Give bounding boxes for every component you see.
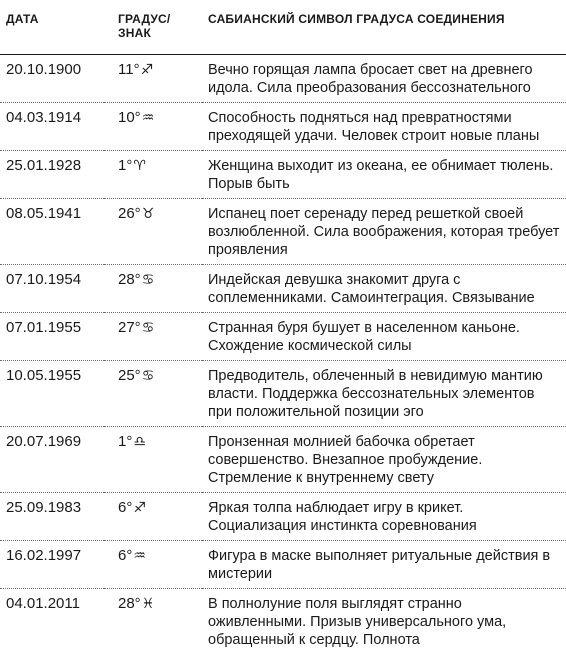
table-row (0, 151, 566, 199)
table-row (0, 199, 566, 265)
header-symbol: САБИАНСКИЙ СИМВОЛ ГРАДУСА СОЕДИНЕНИЯ (202, 8, 566, 55)
degree-sign-cell (104, 151, 202, 199)
degree-value: 26° (118, 205, 141, 222)
header-row (0, 8, 566, 55)
degree-sign-cell (104, 55, 202, 103)
cancer-icon: ♋ (142, 368, 155, 384)
date-cell: 04.03.1914 (0, 103, 104, 151)
degree-value: 25° (118, 367, 141, 384)
table-row (0, 265, 566, 313)
degree-sign-cell (104, 427, 202, 493)
table-row (0, 589, 566, 654)
symbol-cell: Пронзенная молнией бабочка обретает совершенство. Внезапное пробуждение. Стремление к внутреннему свету (202, 427, 566, 493)
table-header (0, 8, 566, 55)
table-row (0, 55, 566, 103)
table-row (0, 361, 566, 427)
symbol-cell: Испанец поет серенаду перед решеткой своей возлюбленной. Сила воображения, которая требует проявления (202, 199, 566, 265)
degree-value: 1° (118, 433, 132, 450)
date-cell: 08.05.1941 (0, 199, 104, 265)
date-cell: 10.05.1955 (0, 361, 104, 427)
symbol-cell: Фигура в маске выполняет ритуальные действия в мистерии (202, 541, 566, 589)
libra-icon: ♎ (133, 434, 146, 450)
degree-sign-cell (104, 103, 202, 151)
degree-value: 28° (118, 595, 141, 612)
degree-value: 10° (118, 109, 141, 126)
degree-value: 1° (118, 157, 132, 174)
sabian-symbols-table (0, 8, 566, 654)
cancer-icon: ♋ (142, 320, 155, 336)
degree-value: 28° (118, 271, 141, 288)
table-body (0, 55, 566, 654)
degree-value: 6° (118, 499, 132, 516)
table-row (0, 103, 566, 151)
degree-sign-cell (104, 493, 202, 541)
degree-value: 11° (118, 61, 140, 78)
table-row (0, 313, 566, 361)
aquarius-icon: ♒ (142, 110, 155, 126)
header-degree-sign: ГРАДУС/ЗНАК (104, 8, 202, 55)
taurus-icon: ♉ (142, 206, 155, 222)
symbol-cell: Женщина выходит из океана, ее обнимает тюлень. Порыв быть (202, 151, 566, 199)
date-cell: 20.07.1969 (0, 427, 104, 493)
symbol-cell: Яркая толпа наблюдает игру в крикет. Социализация инстинкта соревнования (202, 493, 566, 541)
degree-sign-cell (104, 541, 202, 589)
symbol-cell: Способность подняться над превратностями преходящей удачи. Человек строит новые планы (202, 103, 566, 151)
table-row (0, 427, 566, 493)
date-cell: 04.01.2011 (0, 589, 104, 654)
date-cell: 07.01.1955 (0, 313, 104, 361)
cancer-icon: ♋ (142, 272, 155, 288)
degree-sign-cell (104, 199, 202, 265)
sagittarius-icon: ♐ (133, 500, 146, 516)
date-cell: 25.09.1983 (0, 493, 104, 541)
aquarius-icon: ♒ (133, 548, 146, 564)
table-row (0, 541, 566, 589)
symbol-cell: Вечно горящая лампа бросает свет на древнего идола. Сила преобразования бессознательного (202, 55, 566, 103)
date-cell: 16.02.1997 (0, 541, 104, 589)
degree-sign-cell (104, 589, 202, 654)
degree-sign-cell (104, 361, 202, 427)
sagittarius-icon: ♐ (141, 62, 154, 78)
degree-value: 27° (118, 319, 141, 336)
date-cell: 07.10.1954 (0, 265, 104, 313)
symbol-cell: В полнолуние поля выглядят странно оживленными. Призыв универсального ума, обращенный к сердцу. Полнота (202, 589, 566, 654)
header-date: ДАТА (0, 8, 104, 55)
degree-value: 6° (118, 547, 132, 564)
degree-sign-cell (104, 265, 202, 313)
date-cell: 20.10.1900 (0, 55, 104, 103)
symbol-cell: Странная буря бушует в населенном каньоне. Схождение космической силы (202, 313, 566, 361)
symbol-cell: Предводитель, облеченный в невидимую мантию власти. Поддержка бессознательных элементов при положительной позиции эго (202, 361, 566, 427)
table-row (0, 493, 566, 541)
pisces-icon: ♓ (142, 596, 155, 612)
symbol-cell: Индейская девушка знакомит друга с соплеменниками. Самоинтеграция. Связывание (202, 265, 566, 313)
date-cell: 25.01.1928 (0, 151, 104, 199)
aries-icon: ♈ (133, 158, 146, 174)
degree-sign-cell (104, 313, 202, 361)
